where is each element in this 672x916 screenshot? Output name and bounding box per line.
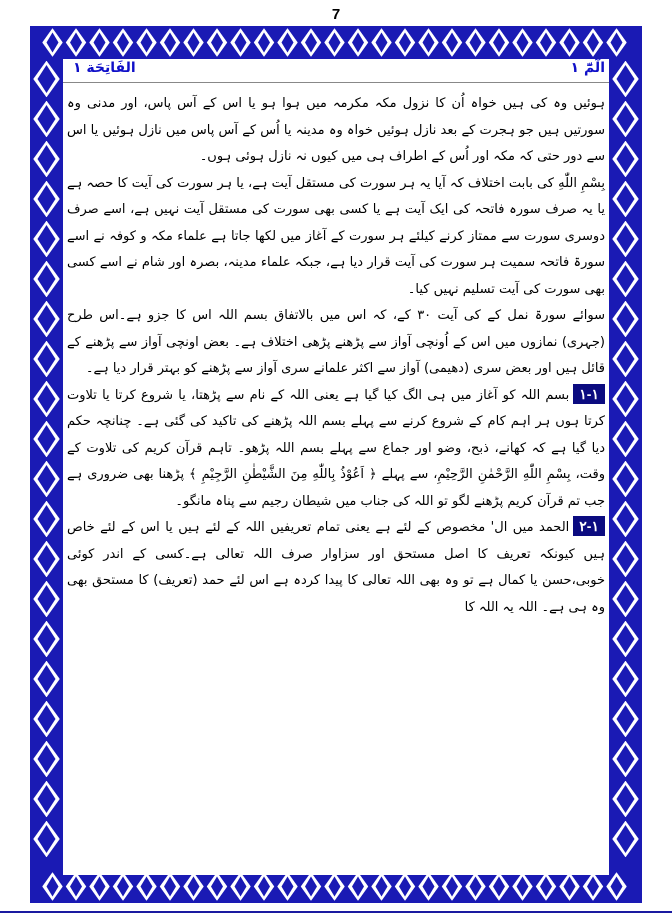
paragraph-5-text: الحمد میں ال' مخصوص کے لئے ہے یعنی تمام تعریفیں اللہ کے لئے ہیں یا اس کے لئے خاص ہیں کیونکہ تعریف کا اصل مستحق اور سزاوار صرف اللہ تعالی ہے۔کسی کے اندر کوئی خوبی،حسن یا کمال ہے تو وہ بھی اللہ تعالی کا پیدا کردہ ہے اس لئے حمد (تعریف) کا مستحق بھی وہ ہی ہے۔ اللہ یہ اللہ کا	[67, 520, 605, 615]
juz-title: الٓمّٓ ١	[570, 60, 605, 76]
paragraph-4	[67, 383, 605, 516]
footnote-badge-2: ١-٢	[573, 516, 605, 536]
surah-title: الفَاتِحَة ١	[73, 60, 136, 76]
footnote-badge-1: ١-١	[573, 384, 605, 404]
paragraph-1: ہوئیں وہ کی ہیں خواہ اُن کا نزول مکہ مکرمہ میں ہوا ہو یا اس کے آس پاس، اور مدنی وہ سورتیں ہیں جو ہجرت کے بعد نازل ہوئیں خواہ وہ مدینہ یا اُس کے آس پاس میں نازل ہوئیں یا اس سے دور حتی کہ مکہ اور اُس کے اطراف ہی میں کیوں نہ نازل ہوئی ہوں۔	[67, 96, 605, 164]
paragraph-3: سوائے سورۃ نمل کے کی آیت ۳۰ کے، کہ اس میں بالاتفاق بسم اللہ اس کا جزو ہے۔اس طرح (جہری) نمازوں میں اس کے اُونچی آواز سے پڑھنے پڑھی اختلاف ہے۔ بعض اونچی آواز سے پڑھنے کے قائل ہیں اور بعض سری (دھیمی) آواز سے اکثر علمانے سری آواز سے پڑھنے کو بہتر قرار دیا ہے۔	[67, 308, 605, 376]
bottom-rule	[0, 911, 672, 913]
paragraph-2: بِسْمِ اللّٰهِ کی بابت اختلاف کہ آیا یہ ہر سورت کی مستقل آیت ہے، یا ہر سورت کی آیت کا حصہ ہے یا یہ صرف سورہ فاتحہ کی ایک آیت ہے یا کسی بھی سورت کی مستقل آیت نہیں ہے، اسے صرف دوسری سورت سے ممتاز کرنے کیلئے ہر سورت کے آغاز میں لکھا جاتا ہے علماء مکہ و کوفہ نے اسے سورۃ فاتحہ سمیت ہر سورت کی آیت قرار دیا ہے، جبکہ علماء مدینہ، بصرہ اور شام نے اسے کسی بھی سورت کی آیت تسلیم نہیں کیا۔	[67, 175, 605, 297]
page-header	[63, 60, 609, 83]
page-number: 7	[331, 6, 341, 23]
paragraph-4-text: بسم اللہ کو آغاز میں ہی الگ کیا گیا ہے یعنی اللہ کے نام سے پڑھتا، یا شروع کرتا یا تلاوت کرتا ہوں ہر اہم کام کے شروع کرنے سے پہلے بسم اللہ پڑھنے کی تاکید کی گئی ہے۔ چنانچہ حکم دیا گیا ہے کہ کھانے، ذبح، وضو اور جماع سے پہلے بسم اللہ پڑھو۔ تاہم قرآن کریم کی تلاوت کے وقت، بِسْمِ اللّٰهِ الرَّحْمٰنِ الرَّحِيْمِ، سے پہلے ﴿ اَعُوْذُ بِاللّٰهِ مِنَ الشَّيْطٰنِ الرَّجِيْمِ ﴾ پڑھنا بھی ضروری ہے جب تم قرآن کریم پڑھنے لگو تو اللہ کی جناب میں شیطان رجیم سے پناہ مانگو۔	[67, 387, 605, 509]
page-content	[63, 60, 609, 875]
paragraph-5	[67, 515, 605, 621]
